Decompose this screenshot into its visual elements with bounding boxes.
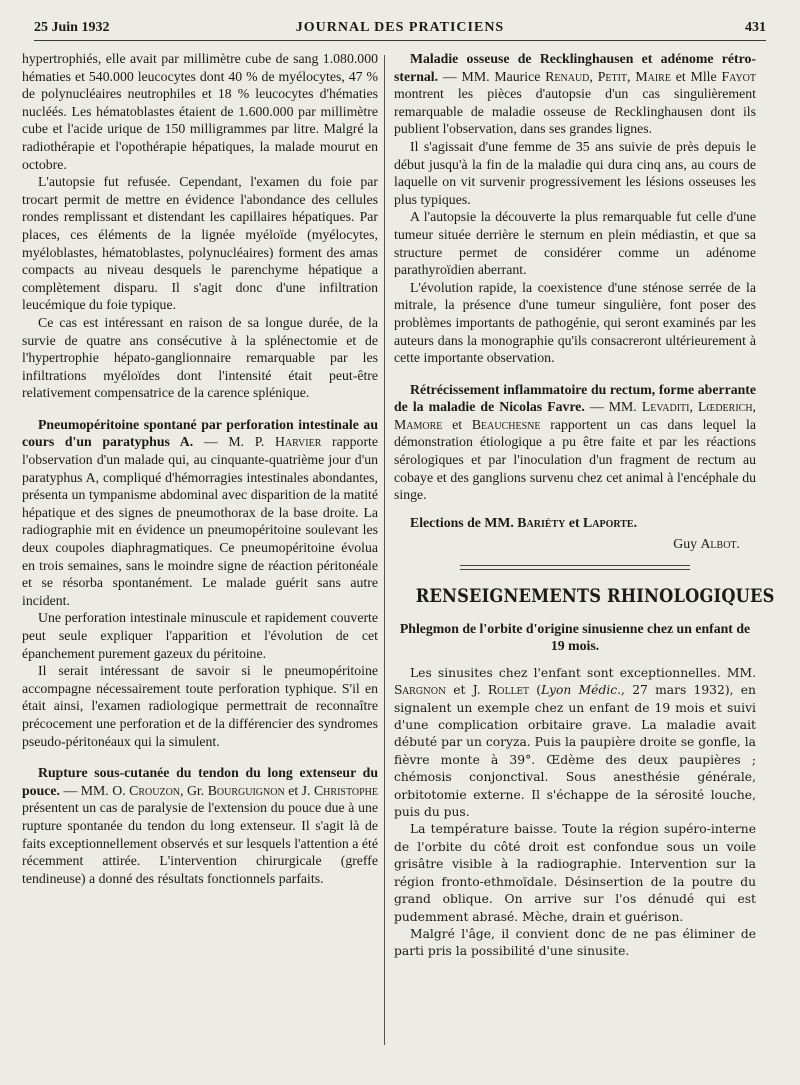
paragraph: L'autopsie fut refusée. Cependant, l'examen du foie par trocart permit de mettre en évidence l'abondance des cellules rondes remplissant et distendant les capillaires hépatiques. Par places, ces éléments de la lignée myéloïde (myélocytes, myéloblastes, hématoblastes, polynucléaires) forment des amas compacts au niveau desquels le parenchyme hépatique a complètement disparu. Il s'agit donc d'une infiltration leucémique du foie typique.	[22, 174, 378, 313]
article-title: Pneumopéritoine spontané par perforation intestinale au cours d'un paratyphus A.	[22, 416, 378, 450]
author-name: Laporte	[583, 514, 634, 530]
author-name: Levaditi	[641, 399, 690, 415]
journal-reference: Lyon Médic.	[541, 683, 622, 698]
author-name: Bourguignon	[207, 782, 285, 798]
paragraph: A l'autopsie la découverte la plus remarquable fut celle d'une tumeur située derrière le sternum en plein médiastin, et que sa structure permet de considérer comme un adénome parathyroïdien aberrant.	[394, 209, 756, 278]
section-banner: RENSEIGNEMENTS RHINOLOGIQUES	[415, 586, 775, 608]
author-name: Maire	[635, 68, 671, 84]
paragraph: Ce cas est intéressant en raison de sa longue durée, de la survie de quatre ans consécutive à la splénectomie et de l'hypertrophie hépato-ganglionnaire remarquable par les infiltrations myéloïdes dont l'intensité était peut-être relativement compensatrice de la carence splénique.	[22, 314, 378, 401]
author-name: Petit	[597, 68, 628, 84]
rhino-article-body	[394, 665, 756, 961]
author-name: Beauchesne	[471, 416, 541, 432]
paragraph: hypertrophiés, elle avait par millimètre cube de sang 1.080.000 hématies et 540.000 leucocytes dont 40 % de myélocytes, 47 % de polynucléaires neutrophiles et 18 % leucocytes d'hématies nucléés. Les hématoblastes étaient de 1.600.000 par millimètre cube et l'acide urique de 150 milligrammes par litre. Malgré la radiothérapie et l'opothérapie hépatiques, la malade mourut en octobre.	[22, 51, 378, 172]
author-name: Christophe	[313, 782, 379, 798]
signature-name: Albot	[700, 536, 737, 552]
article-pneumoperitoine: Pneumopéritoine spontané par perforation intestinale au cours d'un paratyphus A. — M. P. Harvier rapporte l'observation d'un malade qui, au cinquante-quatrième jour d'un paratyphus A, compliqué d'hémorragies intestinales abondantes, présenta un tympanisme abdominal avec disparition de la matité hépatique et des signes de pneumothorax de la base droite. La radiographie mit en évidence un pneumopéritoine soulevant les deux coupoles diaphragmatiques. Ce pneumopéritoine évolua en trois semaines, sans le moindre signe de réaction péritonéale et se résorba spontanément. Le malade guérit sans autre incident.	[22, 416, 379, 608]
article-title: Maladie osseuse de Recklinghausen et adénome rétro-sternal.	[394, 51, 756, 84]
author-name: Lœderich	[698, 399, 753, 415]
article-rupture-tendon: Rupture sous-cutanée du tendon du long extenseur du pouce. — MM. O. Crouzon, Gr. Bourguignon et J. Christophe présentent un cas de paralysie de l'extension du pouce due à une rupture spontanée du tendon du long extenseur. Il s'agit là de faits exceptionnellement observés et sur lesquels l'attention a été récemment attirée. L'intervention chirurgicale (greffe tendineuse) a donné des résultats fonctionnels parfaits.	[22, 765, 379, 886]
author-name: Fayot	[721, 68, 756, 84]
section-separator	[460, 565, 690, 570]
paragraph: Les sinusites chez l'enfant sont exceptionnelles. MM. Sargnon et J. Rollet (Lyon Médic., 27 mars 1932), en signalent un exemple chez un enfant de 19 mois et suivi d'une complication orbitaire grave. La maladie avait débuté par un coryza. Puis la paupière droite se gonfle, la fièvre monte à 39°. Œdème des deux paupières ; chémosis conjonctival. Sous anesthésie générale, orbitotomie externe. Il s'échappe de la sérosité louche, puis du pus.	[394, 665, 756, 820]
page-number: 431	[745, 20, 766, 35]
author-name: Crouzon	[129, 782, 181, 798]
author-name: Sargnon	[394, 683, 447, 698]
author-name: Mamore	[394, 416, 443, 432]
article-title: Rupture sous-cutanée du tendon du long extenseur du pouce.	[22, 765, 378, 798]
paragraph: Une perforation intestinale minuscule et rapidement couverte peut seule expliquer l'apparition et l'évolution de cet épanchement purement gazeux du péritoine.	[22, 610, 378, 661]
paragraph: Il s'agissait d'une femme de 35 ans suivie de près depuis le début jusqu'à la fin de la maladie qui dura cinq ans, au cours de laquelle on vit survenir progressivement les lésions osseuses les plus typiques.	[394, 138, 756, 207]
issue-date: 25 Juin 1932	[34, 20, 110, 35]
column-divider	[384, 55, 385, 1045]
paragraph: La température baisse. Toute la région supéro-interne de l'orbite du côté droit est confondue sous un voile grisâtre visible à la radiographie. Intervention sur la région fronto-ethmoïdale. Désinsertion de la poutre du grand oblique. On arrive sur l'os dénudé qui est pudemment abrasé. Mèche, drain et guérison.	[394, 822, 756, 924]
paragraph: Il serait intéressant de savoir si le pneumopéritoine accompagne nécessairement toute perforation typhique. S'il en était ainsi, l'examen radiologique permettrait de reconnaître précocement une perforation et de la différencier des syndromes pseudo-péritonéaux qui la simulent.	[22, 663, 378, 749]
author-name: Harvier	[274, 434, 322, 450]
article-title: Phlegmon de l'orbite d'origine sinusienne chez un enfant de 19 mois.	[399, 620, 751, 654]
article-recklinghausen: Maladie osseuse de Recklinghausen et adénome rétro-sternal. — MM. Maurice Renaud, Petit, Maire et Mlle Fayot montrent les pièces d'autopsie d'un cas singulièrement remarquable de maladie osseuse de Recklinghausen dont ils publient l'observation, dans ses grandes lignes.	[394, 51, 756, 137]
author-name: Renaud	[545, 68, 590, 84]
journal-title: JOURNAL DES PRATICIENS	[295, 20, 505, 35]
article-retrecissement: Rétrécissement inflammatoire du rectum, forme aberrante de la maladie de Nicolas Favre. — MM. Levaditi, Lœderich, Mamore et Beauchesne rapportent un cas dans lequel la démonstration étiologique a pu être faite et par les réactions sérologiques et par l'inoculation d'un fragment de rectum au cobaye et des ganglions survenu chez cet animal à l'encéphale du singe.	[394, 381, 756, 503]
page-header	[34, 18, 766, 41]
article-title: Rétrécissement inflammatoire du rectum, forme aberrante de la maladie de Nicolas Favre.	[394, 381, 756, 415]
left-column	[22, 50, 378, 1055]
paragraph: L'évolution rapide, la coexistence d'une sténose serrée de la mitrale, la présence d'une tumeur singulière, font poser des problèmes importants de pathogénie, qui seront examinés par les auteurs dans la monographie qu'ils consacreront ultérieurement à cette importante observation.	[394, 279, 756, 366]
signature: Guy Albot.	[673, 536, 740, 552]
right-column	[394, 50, 775, 1055]
author-name: Bariéty	[517, 514, 566, 530]
elections-notice: Elections de MM. Bariéty et Laporte.	[410, 514, 638, 530]
author-name: Rollet	[487, 683, 530, 698]
paragraph: Malgré l'âge, il convient donc de ne pas éliminer de parti pris la possibilité d'une sinusite.	[394, 926, 756, 959]
